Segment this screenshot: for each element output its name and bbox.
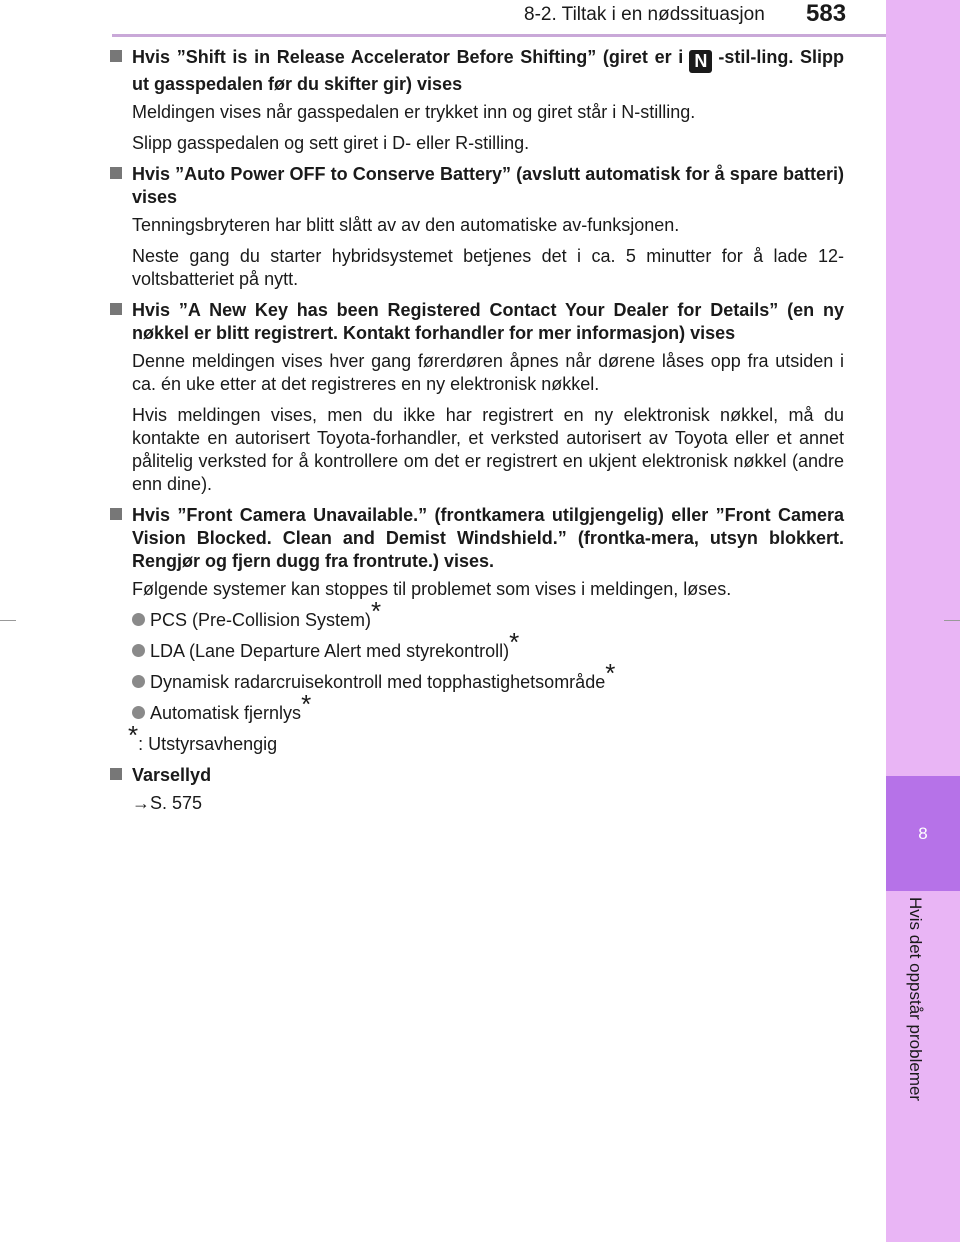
section-title: 8-2. Tiltak i en nødssituasjon [524,4,765,25]
circle-bullet-icon [132,675,145,688]
section-heading: Hvis ”A New Key has been Registered Contact Your Dealer for Details” (en ny nøkkel er blitt registrert. Kontakt forhandler for mer informasjon) vises [110,299,844,345]
square-bullet-icon [110,508,122,520]
arrow-right-icon: → [132,793,150,813]
chapter-title: Hvis det oppstår problemer [906,897,925,1102]
page-content [110,46,844,823]
square-bullet-icon [110,50,122,62]
square-bullet-icon [110,167,122,179]
section-warning-sound [110,764,844,815]
footnote-marker: * [371,596,382,626]
list-item: LDA (Lane Departure Alert med styrekontroll)* [110,640,844,663]
list-item: Automatisk fjernlys* [110,702,844,725]
paragraph: Hvis meldingen vises, men du ikke har registrert en ny elektronisk nøkkel, må du kontakte en autorisert Toyota-forhandler, et verksted autorisert av Toyota eller et annet pålitelig verksted for å kontrollere om det er registrert en ukjent elektronisk nøkkel (andre enn dine). [132,405,844,494]
footnote-marker: * [128,720,139,750]
footnote-marker: * [509,627,520,657]
chapter-number: 8 [918,824,928,843]
n-gear-icon: N [689,50,712,73]
paragraph: Tenningsbryteren har blitt slått av av den automatiske av-funksjonen. [132,215,680,235]
square-bullet-icon [110,768,122,780]
page-number: 583 [806,0,847,27]
section-shift [110,46,844,155]
section-auto-power-off [110,163,844,291]
circle-bullet-icon [132,613,145,626]
circle-bullet-icon [132,706,145,719]
footnote: *: Utstyrsavhengig [128,720,278,754]
section-heading: Hvis ”Front Camera Unavailable.” (frontkamera utilgjengelig) eller ”Front Camera Vision Blocked. Clean and Demist Windshield.” (frontka-mera, utsyn blokkert. Rengjør og fjern dugg fra frontrute.) vises. [110,504,844,573]
list-item: PCS (Pre-Collision System)* [110,609,844,632]
crop-mark-right [944,620,960,621]
circle-bullet-icon [132,644,145,657]
footnote-marker: * [605,658,616,688]
header-rule [112,34,886,37]
page-reference: →S. 575 [132,793,203,813]
section-heading: Varsellyd [110,764,844,787]
paragraph: Følgende systemer kan stoppes til problemet som vises i meldingen, løses. [132,579,732,599]
section-heading: Hvis ”Auto Power OFF to Conserve Battery” (avslutt automatisk for å spare batteri) vises [110,163,844,209]
paragraph: Slipp gasspedalen og sett giret i D- eller R-stilling. [132,133,530,153]
section-front-camera [110,504,844,756]
list-item: Dynamisk radarcruisekontroll med topphastighetsområde* [110,671,844,694]
footnote-marker: * [301,689,312,719]
paragraph: Neste gang du starter hybridsystemet betjenes det i ca. 5 minutter for å lade 12-voltsbatteriet på nytt. [132,246,844,289]
section-new-key [110,299,844,496]
crop-mark-left [0,620,16,621]
paragraph: Denne meldingen vises hver gang førerdøren åpnes når dørene låses opp fra utsiden i ca. én uke etter at det registreres en ny elektronisk nøkkel. [132,351,844,394]
section-heading: Hvis ”Shift is in Release Accelerator Before Shifting” (giret er i N -stil-ling. Slipp ut gasspedalen før du skifter gir) vises [110,46,844,96]
paragraph: Meldingen vises når gasspedalen er trykket inn og giret står i N-stilling. [132,102,696,122]
square-bullet-icon [110,303,122,315]
